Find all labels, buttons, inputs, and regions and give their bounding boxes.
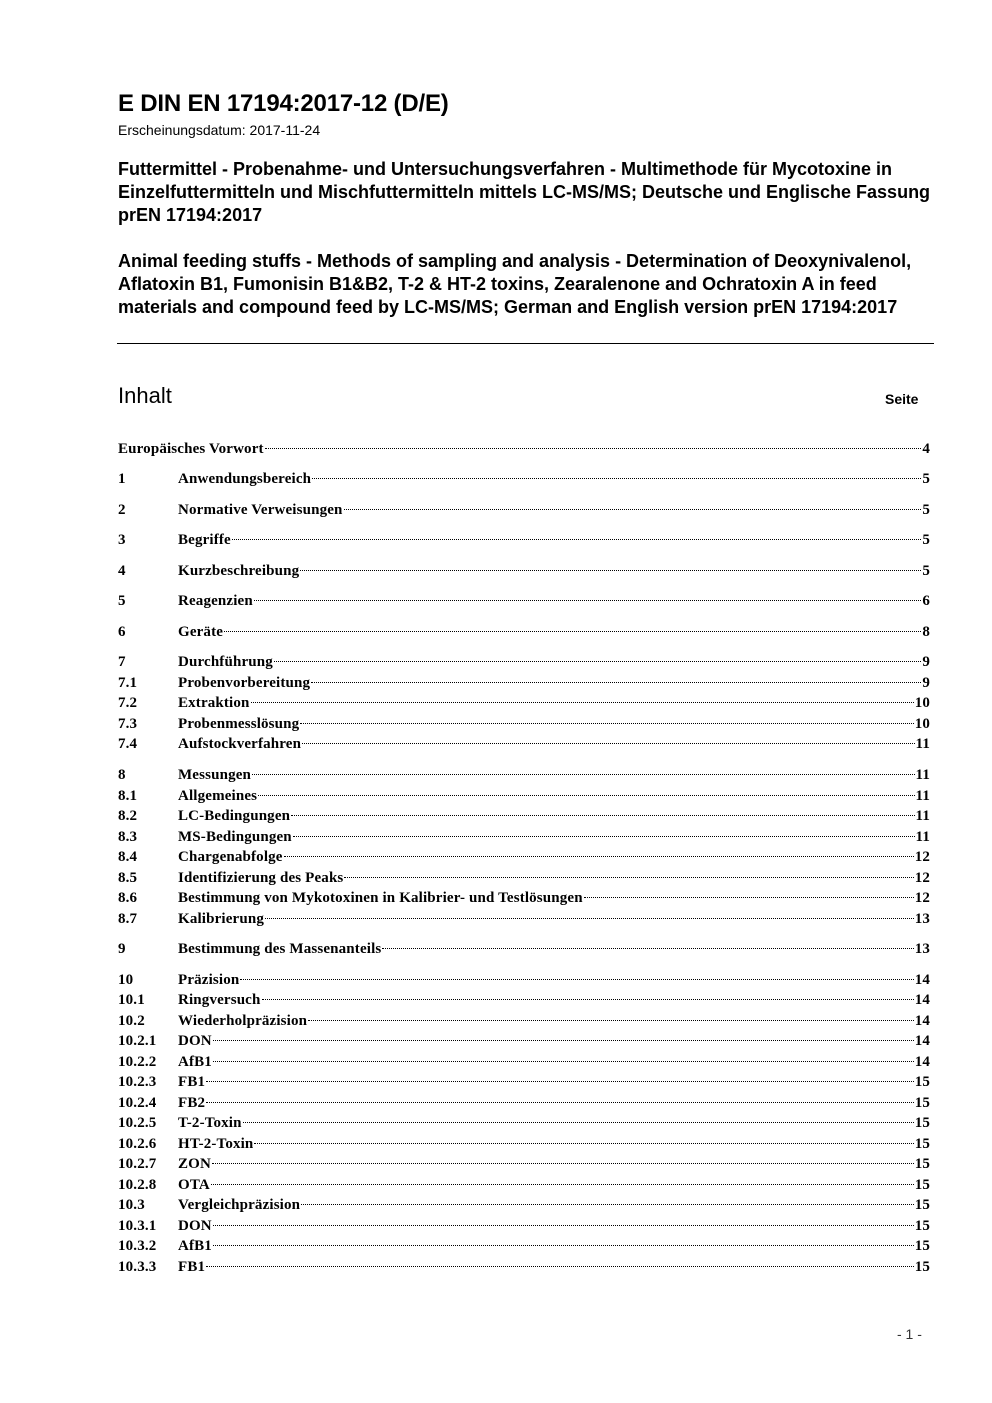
toc-entry-page: 15	[914, 1115, 930, 1131]
toc-entry-page: 5	[922, 502, 930, 518]
toc-entry[interactable]	[118, 1013, 930, 1034]
toc-entry-page: 14	[914, 1033, 930, 1049]
toc-entry[interactable]	[118, 1095, 930, 1116]
toc-entry-title: FB1	[178, 1259, 206, 1275]
toc-entry-page: 4	[922, 441, 930, 457]
toc-leader-dots	[265, 448, 922, 449]
toc-entry[interactable]	[118, 849, 930, 870]
toc-entry[interactable]	[118, 654, 930, 675]
toc-entry-title: Kalibrierung	[178, 911, 264, 927]
toc-entry-number: 10.3	[118, 1197, 145, 1213]
toc-entry-title: Durchführung	[178, 654, 273, 670]
toc-entry[interactable]	[118, 829, 930, 850]
toc-leader-dots	[251, 702, 914, 703]
toc-entry-title: Europäisches Vorwort	[118, 441, 264, 457]
title-german: Futtermittel - Probenahme- und Untersuchungsverfahren - Multimethode für Mycotoxine in Einzelfuttermitteln und Mischfuttermitteln mittels LC-MS/MS; Deutsche und Englische Fassung prEN 17194:2017	[118, 159, 931, 225]
toc-entry-number: 8.4	[118, 849, 138, 865]
toc-leader-dots	[243, 1122, 914, 1123]
toc-entry-page: 12	[914, 870, 930, 886]
toc-entry-title: LC-Bedingungen	[178, 808, 291, 824]
toc-entry-page: 9	[922, 654, 930, 670]
toc-leader-dots	[293, 836, 915, 837]
toc-entry-number: 10.3.3	[118, 1259, 157, 1275]
toc-leader-dots	[265, 918, 914, 919]
toc-entry-title: FB1	[178, 1074, 206, 1090]
toc-entry[interactable]	[118, 1238, 930, 1259]
toc-entry[interactable]	[118, 502, 930, 523]
toc-entry-page: 13	[914, 911, 930, 927]
toc-entry-title: Chargenabfolge	[178, 849, 283, 865]
toc-entry[interactable]	[118, 716, 930, 737]
toc-entry[interactable]	[118, 1136, 930, 1157]
toc-leader-dots	[206, 1081, 914, 1082]
toc-entry-page: 11	[915, 788, 930, 804]
toc-entry[interactable]	[118, 1033, 930, 1054]
toc-leader-dots	[211, 1184, 914, 1185]
toc-entry[interactable]	[118, 767, 930, 788]
toc-entry-page: 10	[914, 695, 930, 711]
toc-entry[interactable]	[118, 1197, 930, 1218]
toc-entry-page: 11	[915, 829, 930, 845]
toc-leader-dots	[240, 979, 913, 980]
toc-entry-number: 6	[118, 624, 126, 640]
toc-entry-page: 5	[922, 471, 930, 487]
toc-entry-title: Präzision	[178, 972, 240, 988]
toc-leader-dots	[300, 570, 921, 571]
toc-entry-title: Messungen	[178, 767, 252, 783]
toc-entry-page: 13	[914, 941, 930, 957]
toc-entry-page: 10	[914, 716, 930, 732]
toc-entry-title: T-2-Toxin	[178, 1115, 242, 1131]
toc-entry-title: Probenvorbereitung	[178, 675, 311, 691]
toc-leader-dots	[308, 1020, 914, 1021]
toc-entry-number: 10.2.1	[118, 1033, 157, 1049]
toc-entry-title: Bestimmung von Mykotoxinen in Kalibrier- und Testlösungen	[178, 890, 583, 906]
toc-entry-number: 7.2	[118, 695, 138, 711]
toc-entry-number: 10.2.2	[118, 1054, 157, 1070]
toc-entry[interactable]	[118, 695, 930, 716]
toc-entry[interactable]	[118, 808, 930, 829]
toc-entry-number: 7.4	[118, 736, 138, 752]
toc-entry-number: 10.1	[118, 992, 145, 1008]
toc-leader-dots	[213, 1040, 914, 1041]
toc-entry-title: Identifizierung des Peaks	[178, 870, 344, 886]
toc-leader-dots	[224, 631, 921, 632]
toc-entry-number: 10.2.3	[118, 1074, 157, 1090]
toc-entry-page: 11	[915, 736, 930, 752]
toc-entry[interactable]	[118, 1218, 930, 1239]
toc-entry-title: Extraktion	[178, 695, 250, 711]
toc-entry-number: 8.7	[118, 911, 138, 927]
toc-entry-title: Probenmesslösung	[178, 716, 300, 732]
toc-leader-dots	[252, 774, 914, 775]
toc-entry-number: 8.3	[118, 829, 138, 845]
toc-entry-number: 10.3.2	[118, 1238, 157, 1254]
toc-leader-dots	[584, 897, 914, 898]
toc-entry-page: 11	[915, 767, 930, 783]
toc-leader-dots	[382, 948, 913, 949]
toc-entry[interactable]	[118, 941, 930, 962]
toc-leader-dots	[254, 1143, 913, 1144]
toc-entry-title: Vergleichpräzision	[178, 1197, 301, 1213]
toc-leader-dots	[311, 682, 921, 683]
toc-entry-number: 10.2.8	[118, 1177, 157, 1193]
toc-entry-number: 10.2.4	[118, 1095, 157, 1111]
toc-entry-page: 14	[914, 972, 930, 988]
toc-entry-number: 7.1	[118, 675, 138, 691]
toc-entry-title: Wiederholpräzision	[178, 1013, 308, 1029]
toc-entry-title: Begriffe	[178, 532, 231, 548]
toc-entry-page: 15	[914, 1074, 930, 1090]
toc-entry-number: 8	[118, 767, 126, 783]
toc-entry-title: DON	[178, 1218, 212, 1234]
toc-entry-page: 6	[922, 593, 930, 609]
toc-entry-number: 4	[118, 563, 126, 579]
toc-heading: Inhalt	[118, 383, 172, 408]
toc-entry-number: 7	[118, 654, 126, 670]
toc-entry-page: 15	[914, 1259, 930, 1275]
toc-entry-title: AfB1	[178, 1238, 212, 1254]
toc-leader-dots	[258, 795, 914, 796]
toc-page-column-label: Seite	[885, 391, 919, 407]
toc-entry[interactable]	[118, 972, 930, 993]
toc-entry-number: 9	[118, 941, 126, 957]
toc-entry[interactable]	[118, 890, 930, 911]
toc-entry-number: 10.2.7	[118, 1156, 157, 1172]
toc-entry-number: 8.5	[118, 870, 138, 886]
toc-leader-dots	[213, 1061, 914, 1062]
toc-entry-title: MS-Bedingungen	[178, 829, 292, 845]
toc-leader-dots	[206, 1266, 914, 1267]
toc-leader-dots	[212, 1163, 914, 1164]
toc-leader-dots	[301, 1204, 914, 1205]
page-number: - 1 -	[897, 1326, 922, 1342]
publication-date-value: 2017-11-24	[249, 122, 321, 138]
toc-entry[interactable]	[118, 736, 930, 757]
toc-entry-page: 15	[914, 1095, 930, 1111]
toc-entry-title: DON	[178, 1033, 212, 1049]
toc-entry-page: 15	[914, 1197, 930, 1213]
toc-entry-title: Ringversuch	[178, 992, 261, 1008]
toc-entry-number: 8.2	[118, 808, 138, 824]
toc-entry[interactable]	[118, 1259, 930, 1280]
toc-leader-dots	[206, 1102, 914, 1103]
toc-entry-title: Allgemeines	[178, 788, 258, 804]
toc-entry-title: Normative Verweisungen	[178, 502, 343, 518]
document-id: E DIN EN 17194:2017-12 (D/E)	[118, 90, 449, 117]
publication-date-label: Erscheinungsdatum:	[118, 122, 246, 138]
toc-entry-number: 3	[118, 532, 126, 548]
toc-entry-number: 10.3.1	[118, 1218, 157, 1234]
toc-leader-dots	[344, 509, 922, 510]
toc-leader-dots	[344, 877, 913, 878]
toc-entry-number: 10.2.5	[118, 1115, 157, 1131]
toc-entry[interactable]	[118, 1054, 930, 1075]
toc-leader-dots	[213, 1225, 914, 1226]
toc-entry-number: 5	[118, 593, 126, 609]
toc-entry-page: 15	[914, 1218, 930, 1234]
toc-entry-title: HT-2-Toxin	[178, 1136, 254, 1152]
title-english: Animal feeding stuffs - Methods of sampling and analysis - Determination of Deoxynivalenol, Aflatoxin B1, Fumonisin B1&B2, T-2 & HT-2 toxins, Zearalenone and Ochratoxin A in feed materials and compound feed by LC-MS/MS; German and English version prEN 17194:2017	[118, 251, 912, 317]
toc-entry-number: 8.1	[118, 788, 138, 804]
toc-leader-dots	[274, 661, 921, 662]
toc-entry[interactable]	[118, 441, 930, 462]
toc-leader-dots	[254, 600, 922, 601]
toc-entry-page: 12	[914, 890, 930, 906]
toc-entry-number: 2	[118, 502, 126, 518]
toc-entry[interactable]	[118, 624, 930, 645]
toc-entry-page: 5	[922, 563, 930, 579]
toc-entry-title: Bestimmung des Massenanteils	[178, 941, 382, 957]
toc-leader-dots	[284, 856, 914, 857]
toc-entry-page: 8	[922, 624, 930, 640]
toc-leader-dots	[213, 1245, 914, 1246]
toc-entry[interactable]	[118, 788, 930, 809]
toc-entry-title: Aufstockverfahren	[178, 736, 302, 752]
toc-entry[interactable]	[118, 1177, 930, 1198]
toc-leader-dots	[302, 743, 914, 744]
toc-entry-page: 15	[914, 1177, 930, 1193]
toc-leader-dots	[300, 723, 913, 724]
toc-entry-number: 10.2	[118, 1013, 145, 1029]
toc-entry-title: OTA	[178, 1177, 210, 1193]
toc-entry-page: 14	[914, 1054, 930, 1070]
toc-entry[interactable]	[118, 563, 930, 584]
toc-entry-title: Kurzbeschreibung	[178, 563, 300, 579]
toc-entry-number: 1	[118, 471, 126, 487]
toc-entry-number: 10	[118, 972, 134, 988]
toc-entry-title: AfB1	[178, 1054, 212, 1070]
toc-leader-dots	[262, 999, 914, 1000]
toc-entry[interactable]	[118, 1115, 930, 1136]
toc-entry-number: 7.3	[118, 716, 138, 732]
toc-entry-page: 15	[914, 1238, 930, 1254]
toc-entry[interactable]	[118, 870, 930, 891]
toc-entry[interactable]	[118, 471, 930, 492]
toc-entry-page: 15	[914, 1136, 930, 1152]
toc-entry[interactable]	[118, 992, 930, 1013]
toc-entry-page: 9	[922, 675, 930, 691]
toc-entry-title: FB2	[178, 1095, 206, 1111]
toc-leader-dots	[312, 478, 921, 479]
toc-leader-dots	[232, 539, 922, 540]
toc-entry[interactable]	[118, 911, 930, 932]
toc-entry-page: 14	[914, 992, 930, 1008]
toc-entry-page: 12	[914, 849, 930, 865]
toc-entry-number: 10.2.6	[118, 1136, 157, 1152]
toc-entry-page: 11	[915, 808, 930, 824]
toc-entry[interactable]	[118, 532, 930, 553]
toc-entry-title: ZON	[178, 1156, 211, 1172]
toc-entry-title: Reagenzien	[178, 593, 253, 609]
toc-entry-title: Anwendungsbereich	[178, 471, 312, 487]
toc-entry[interactable]	[118, 593, 930, 614]
toc-entry-page: 5	[922, 532, 930, 548]
toc-entry[interactable]	[118, 1156, 930, 1177]
toc-entry-page: 15	[914, 1156, 930, 1172]
toc-leader-dots	[291, 815, 914, 816]
toc-entry-number: 8.6	[118, 890, 138, 906]
toc-entry[interactable]	[118, 675, 930, 696]
toc-entry-page: 14	[914, 1013, 930, 1029]
toc-entry-title: Geräte	[178, 624, 224, 640]
toc-entry[interactable]	[118, 1074, 930, 1095]
